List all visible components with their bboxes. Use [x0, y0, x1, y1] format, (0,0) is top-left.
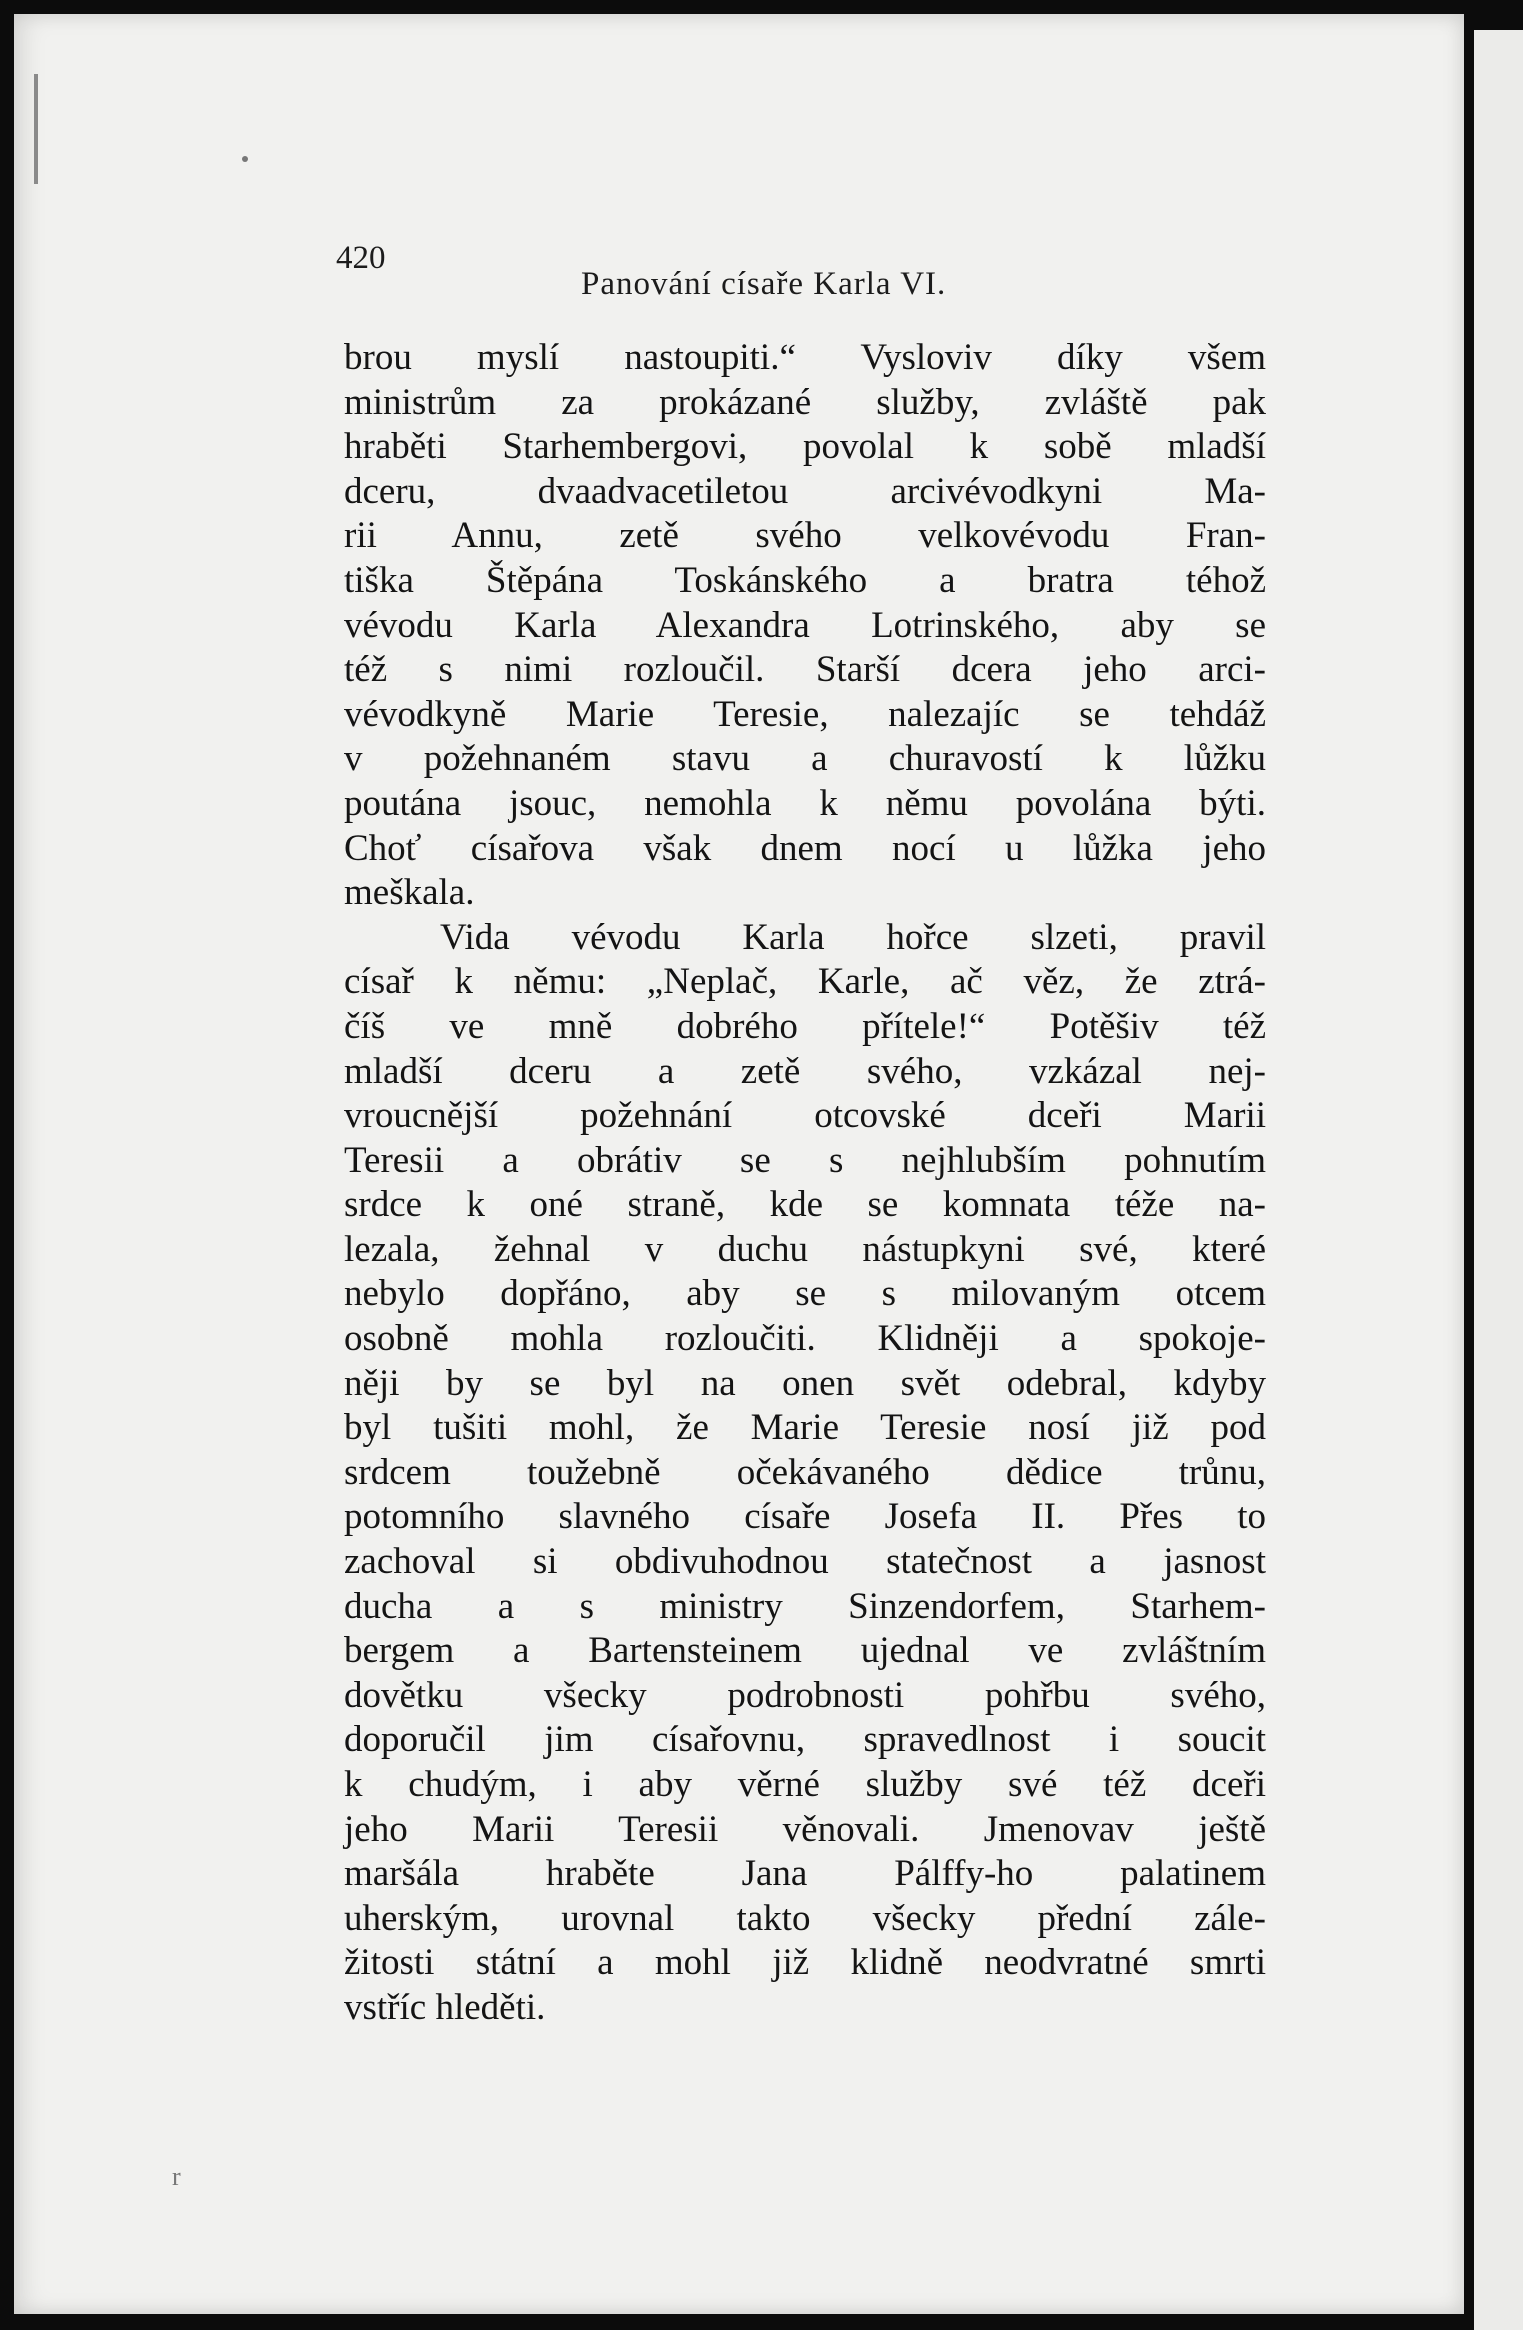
text-line: srdcem toužebně očekávaného dědice trůnu, — [344, 1451, 1266, 1493]
text-line: vstříc hleděti. — [344, 1986, 546, 2028]
text-line: maršála hraběte Jana Pálffy-ho palatinem — [344, 1853, 1266, 1895]
text-line: hraběti Starhembergovi, povolal k sobě mladší — [344, 426, 1266, 468]
text-line: vévodkyně Marie Teresie, nalezajíc se tehdáž — [344, 693, 1266, 735]
text-line: poutána jsouc, nemohla k němu povolána býti. — [344, 782, 1266, 824]
text-line: zachoval si obdivuhodnou statečnost a jasnost — [344, 1541, 1266, 1583]
text-line: doporučil jim císařovnu, spravedlnost i soucit — [344, 1719, 1266, 1761]
scan-edge-mark — [34, 74, 38, 184]
text-line: vévodu Karla Alexandra Lotrinského, aby se — [344, 604, 1266, 646]
body-text — [344, 336, 1266, 2031]
text-line: Vida vévodu Karla hořce slzeti, pravil — [440, 916, 1266, 958]
text-line: lezala, žehnal v duchu nástupkyni své, které — [344, 1228, 1266, 1270]
text-line: rii Annu, zetě svého velkovévodu Fran- — [344, 515, 1266, 557]
text-line: dovětku všecky podrobnosti pohřbu svého, — [344, 1674, 1266, 1716]
text-line: císař k němu: „Neplač, Karle, ač věz, že ztrá- — [344, 961, 1266, 1003]
text-line: dceru, dvaadvacetiletou arcivévodkyni Ma- — [344, 470, 1266, 512]
book-page — [14, 14, 1464, 2314]
text-line: srdce k oné straně, kde se komnata téže na- — [344, 1184, 1266, 1226]
text-line: Choť císařova však dnem nocí u lůžka jeho — [344, 827, 1266, 869]
text-line: nebylo dopřáno, aby se s milovaným otcem — [344, 1273, 1266, 1315]
text-line: Teresii a obrátiv se s nejhlubším pohnutím — [344, 1139, 1266, 1181]
text-line: mladší dceru a zetě svého, vzkázal nej- — [344, 1050, 1266, 1092]
text-line: ministrům za prokázané služby, zvláště pak — [344, 381, 1266, 423]
text-line: žitosti státní a mohl již klidně neodvratné smrti — [344, 1942, 1266, 1984]
page-number: 420 — [336, 240, 386, 276]
text-line: v požehnaném stavu a churavostí k lůžku — [344, 738, 1266, 780]
scan-speck — [242, 156, 248, 162]
text-line: byl tušiti mohl, že Marie Teresie nosí již pod — [344, 1407, 1266, 1449]
text-line: jeho Marii Teresii věnovali. Jmenovav ještě — [344, 1808, 1266, 1850]
text-line: meškala. — [344, 872, 475, 914]
text-line: tiška Štěpána Toskánského a bratra téhož — [344, 559, 1266, 601]
text-line: k chudým, i aby věrné služby své též dceři — [344, 1764, 1266, 1805]
text-line: bergem a Bartensteinem ujednal ve zvláštním — [344, 1630, 1266, 1672]
text-line: osobně mohla rozloučiti. Klidněji a spokoje- — [344, 1318, 1266, 1360]
adjacent-page-edge — [1474, 30, 1523, 2330]
margin-mark: r — [172, 2162, 181, 2191]
text-line: ducha a s ministry Sinzendorfem, Starhem- — [344, 1585, 1266, 1627]
running-head: Panování císaře Karla VI. — [581, 266, 947, 302]
text-line: brou myslí nastoupiti.“ Vysloviv díky všem — [344, 337, 1266, 378]
text-line: uherským, urovnal takto všecky přední zále- — [344, 1897, 1266, 1939]
text-line: něji by se byl na onen svět odebral, kdyby — [344, 1362, 1266, 1404]
text-line: potomního slavného císaře Josefa II. Přes to — [344, 1496, 1266, 1538]
text-line: vroucnější požehnání otcovské dceři Marii — [344, 1095, 1266, 1137]
text-line: číš ve mně dobrého přítele!“ Potěšiv též — [344, 1005, 1266, 1047]
text-line: též s nimi rozloučil. Starší dcera jeho arci- — [344, 649, 1266, 691]
